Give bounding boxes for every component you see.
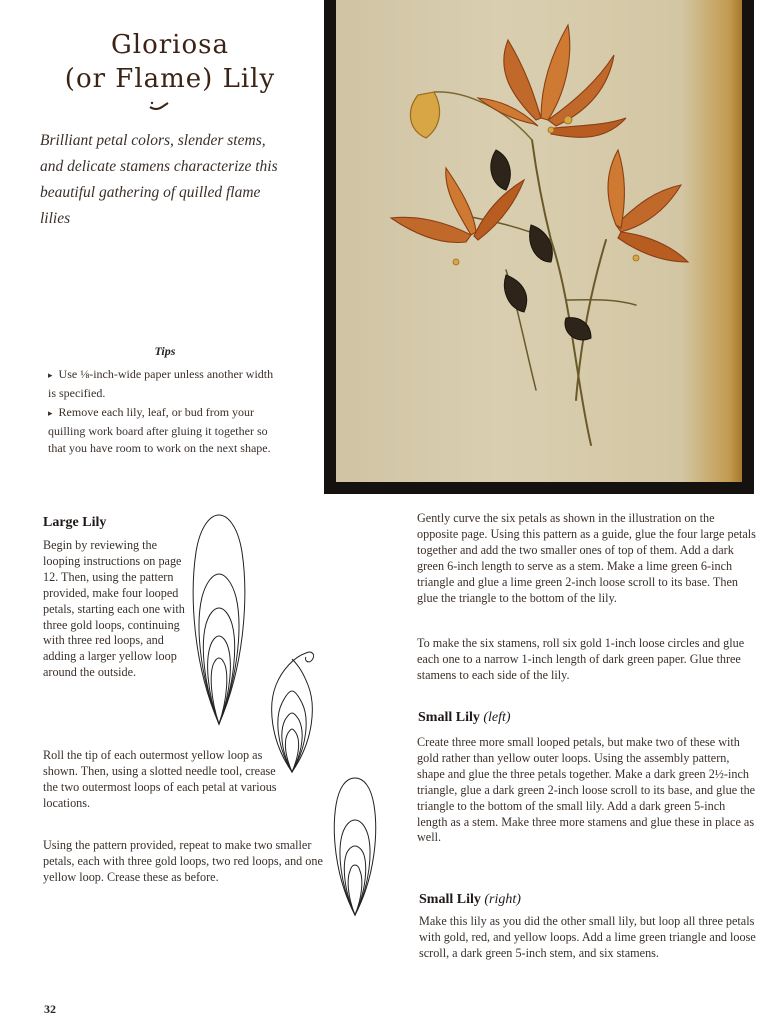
large-petal-pattern-icon (188, 512, 250, 727)
assembly-text: Gently curve the six petals as shown in the illustration on the opposite page. Using this pattern as a guide, glue the four large petals together and add the two smaller ones of top of them. Add a dark green 6-inch length to serve as a stem. Make a lime green 6-inch triangle and glue a lime green 2-inch loose scroll to its base. Then glue the triangle to the bottom of the lily. (417, 511, 756, 605)
tip-item (48, 366, 278, 402)
bullet-icon: ▸ (48, 370, 53, 380)
small-lily-left-qualifier: (left) (483, 710, 511, 725)
small-lily-right-qualifier: (right) (484, 892, 521, 907)
title-ornament-icon (148, 100, 170, 112)
page-title (30, 28, 310, 96)
title-line-2: (or Flame) Lily (64, 64, 276, 94)
large-lily-paragraph-1 (43, 538, 193, 681)
tip-text: Use ⅛-inch-wide paper unless another width is specified. (48, 367, 274, 400)
page-number: 32 (44, 1002, 56, 1016)
right-paragraph-2 (417, 636, 757, 684)
tips-list (48, 366, 278, 460)
bullet-icon: ▸ (48, 408, 53, 418)
flame-lily-photo (324, 0, 754, 494)
large-lily-paragraph-2 (43, 748, 278, 812)
photo-canvas (336, 0, 742, 482)
small-lily-left-heading (418, 710, 511, 726)
small-lily-right-paragraph (419, 914, 759, 962)
tip-item (48, 404, 278, 458)
small-lily-left-paragraph (417, 735, 757, 846)
large-lily-paragraph-3 (43, 838, 328, 886)
small-lily-right-title: Small Lily (419, 892, 481, 907)
large-lily-p1: Begin by reviewing the looping instructions on page 12. Then, using the pattern provided, make four looped petals, starting each one with three gold loops, continuing with three red loops, and adding a larger yellow loop around the outside. (43, 538, 185, 680)
large-lily-p3: Using the pattern provided, repeat to make two smaller petals, each with three gold loops, two red loops, and one yellow loop. Crease these as before. (43, 838, 323, 884)
tip-text: Remove each lily, leaf, or bud from your quilling work board after gluing it together so that you have room to work on the next shape. (48, 405, 271, 455)
small-lily-left-title: Small Lily (418, 710, 480, 725)
title-line-1: Gloriosa (111, 30, 229, 60)
rolled-tip-petal-pattern-icon (262, 645, 322, 775)
intro-text: Brilliant petal colors, slender stems, and delicate stamens characterize this beautiful gathering of quilled flame lilies (40, 132, 278, 227)
right-paragraph-1 (417, 511, 757, 606)
small-lily-right-text: Make this lily as you did the other small lily, but loop all three petals with gold, red, and yellow loops. Add a lime green triangle and loose scroll, a dark green 5-inch stem, and six stamens. (419, 914, 756, 960)
small-lily-left-text: Create three more small looped petals, but make two of these with gold rather than yellow outer loops. Using the assembly pattern, shape and glue the three petals together. Make a dark green 2½-inch triangle, glue a dark green 2-inch loose scroll to its base, and glue the triangle to the bottom of the small lily. Add a dark green 5-inch length as a stem. Make three more stamens and glue these in place as well. (417, 735, 756, 845)
small-petal-pattern-icon (330, 775, 380, 917)
large-lily-p2: Roll the tip of each outermost yellow loop as shown. Then, using a slotted needle tool, crease the two outermost loops of each petal at various locations. (43, 748, 277, 810)
stamens-text: To make the six stamens, roll six gold 1-inch loose circles and glue each one to a narrow 1-inch length of dark green paper. Glue three stamens to each side of the lily. (417, 636, 745, 682)
small-lily-right-heading (419, 892, 521, 908)
large-lily-heading: Large Lily (43, 515, 107, 530)
tips-heading: Tips (154, 344, 176, 358)
quilled-lily-illustration (336, 0, 742, 482)
